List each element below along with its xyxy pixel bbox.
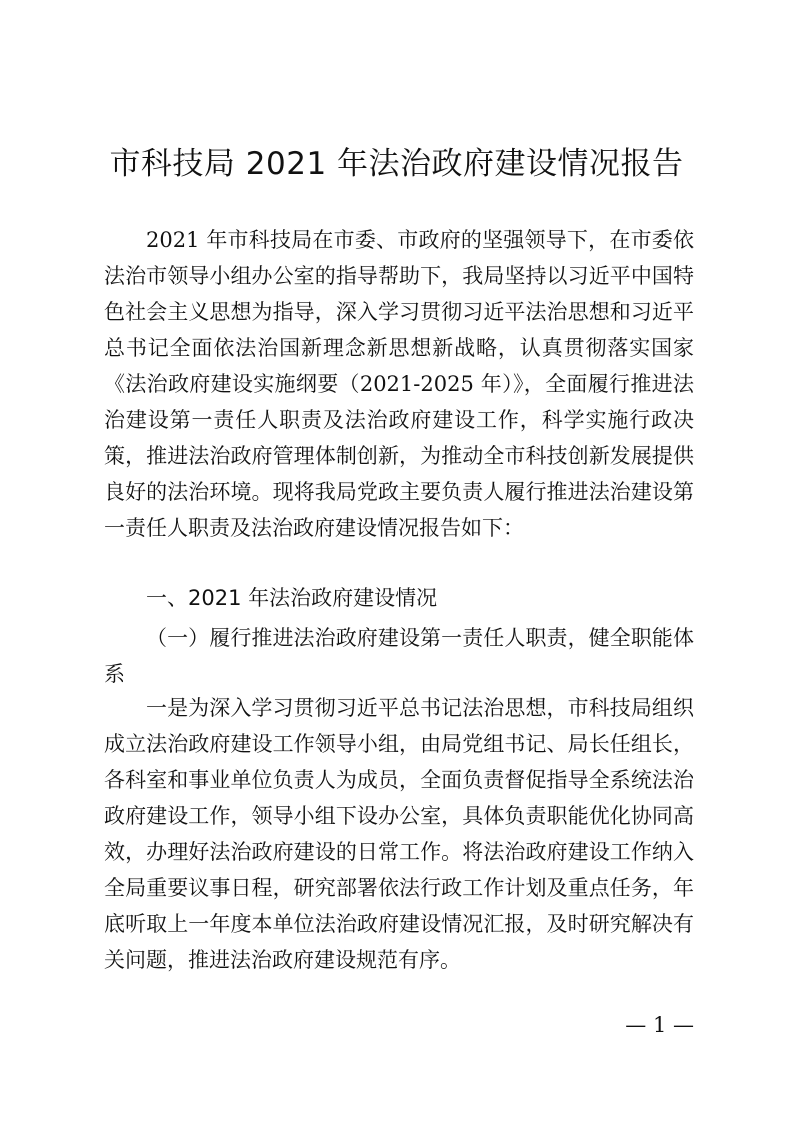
subsection-heading: （一）履行推进法治政府建设第一责任人职责，健全职能体系 [104,626,694,686]
intro-paragraph-block [104,222,694,546]
section-heading: 一、2021 年法治政府建设情况 [146,586,438,610]
body-paragraph-block [104,690,694,978]
body-paragraph: 一是为深入学习贯彻习近平总书记法治思想，市科技局组织成立法治政府建设工作领导小组，由局党组书记、局长任组长，各科室和事业单位负责人为成员，全面负责督促指导全系统法治政府建设工作，领导小组下设办公室，具体负责职能优化协同高效，办理好法治政府建设的日常工作。将法治政府建设工作纳入全局重要议事日程，研究部署依法行政工作计划及重点任务，年底听取上一年度本单位法治政府建设情况汇报，及时研究解决有关问题，推进法治政府建设规范有序。 [104,696,694,972]
page-number: — 1 — [625,1013,694,1037]
document-title: 市科技局 2021 年法治政府建设情况报告 [109,146,684,182]
intro-paragraph: 2021 年市科技局在市委、市政府的坚强领导下，在市委依法治市领导小组办公室的指导帮助下，我局坚持以习近平中国特色社会主义思想为指导，深入学习贯彻习近平法治思想和习近平总书记全面依法治国新理念新思想新战略，认真贯彻落实国家《法治政府建设实施纲要（2021-2025 年）》，全面履行推进法治建设第一责任人职责及法治政府建设工作，科学实施行政决策，推进法治政府管理体制创新，为推动全市科技创新发展提供良好的法治环境。现将我局党政主要负责人履行推进法治建设第一责任人职责及法治政府建设情况报告如下： [104,228,694,540]
